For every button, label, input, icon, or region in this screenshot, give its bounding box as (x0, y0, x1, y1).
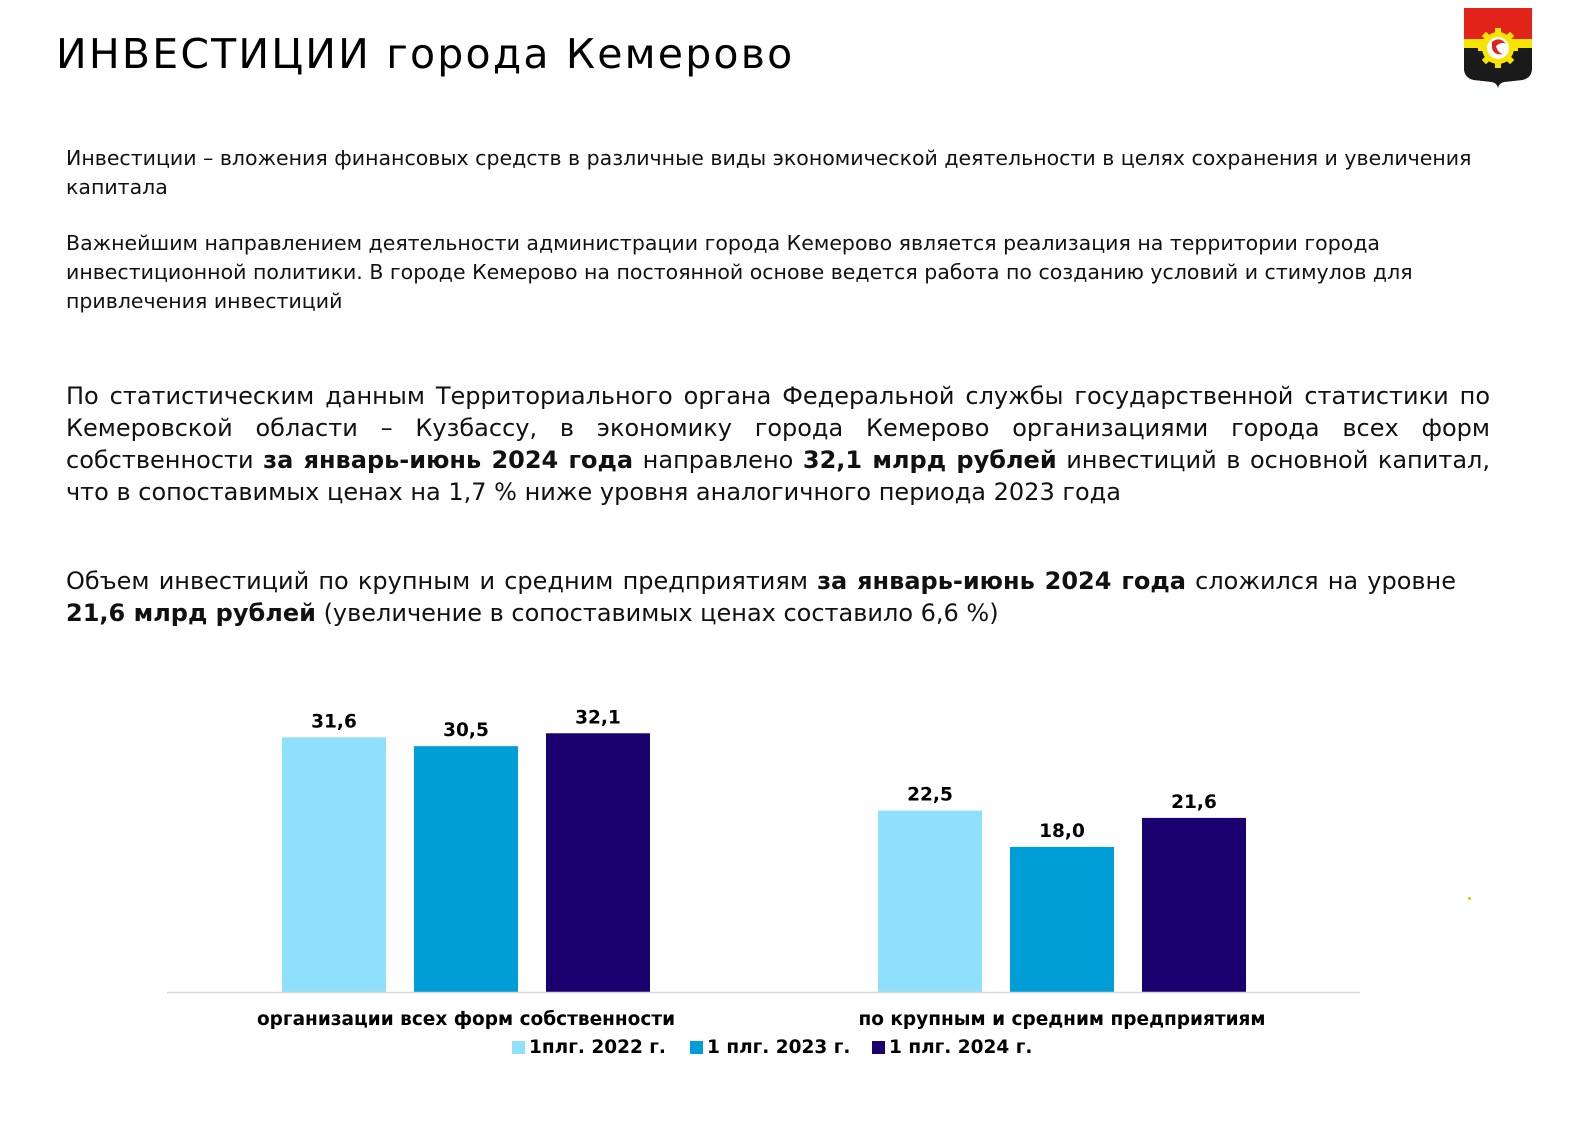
large-enterprises-paragraph (66, 565, 1456, 629)
bar-1-2 (414, 746, 518, 992)
category-label: организации всех форм собственности (256, 1009, 676, 1030)
stats-amount-bold: 32,1 млрд рублей (802, 446, 1057, 474)
stats-text: сложился на уровне (1185, 567, 1456, 595)
data-label: 18,0 (1039, 820, 1085, 842)
legend-swatch (512, 1041, 525, 1054)
stats-text: направлено (633, 446, 803, 474)
data-label: 21,6 (1171, 791, 1217, 813)
stats-text: По статистическим данным Территориального органа Федеральной службы государственной статистики по Кемеровской области – Кузбассу, в экономику города Кемерово организациями города всех форм собственности (66, 382, 1490, 474)
stats-text: (увеличение в сопоставимых ценах составило 6,6 %) (315, 599, 999, 627)
legend-label: 1 плг. 2024 г. (889, 1037, 1033, 1058)
stats-text: инвестиций в основной капитал, что в сопоставимых ценах на 1,7 % ниже уровня аналогичного периода 2023 года (66, 446, 1491, 506)
legend-label: 1плг. 2022 г. (529, 1037, 666, 1058)
stats-period-bold: за январь-июнь 2024 года (263, 446, 634, 474)
legend-item (690, 1037, 850, 1058)
chart-legend (0, 1037, 1588, 1063)
legend-swatch (690, 1041, 703, 1054)
policy-paragraph: Важнейшим направлением деятельности администрации города Кемерово является реализация на территории города инвестиционной политики. В городе Кемерово на постоянной основе ведется работа по созданию условий и стимулов для привлечения инвестиций (66, 231, 1413, 313)
investment-definition: Инвестиции – вложения финансовых средств в различные виды экономической деятельности в целях сохранения и увеличения капитала (66, 146, 1472, 199)
stats-amount-bold: 21,6 млрд рублей (66, 599, 316, 627)
legend-item (872, 1037, 1032, 1058)
data-label: 32,1 (575, 707, 621, 729)
stats-period-bold: за январь-июнь 2024 года (817, 567, 1186, 595)
bar-1-3 (546, 733, 650, 992)
data-label: 31,6 (311, 711, 357, 733)
bar-1-1 (282, 737, 386, 992)
decorative-dot (1468, 897, 1471, 900)
data-label: 22,5 (907, 784, 953, 806)
coat-of-arms-icon (1462, 6, 1534, 90)
data-label: 30,5 (443, 720, 489, 742)
bar-2-1 (878, 811, 982, 992)
statistics-paragraph (66, 380, 1490, 508)
legend-label: 1 плг. 2023 г. (707, 1037, 851, 1058)
category-label: по крупным и средним предприятиям (858, 1009, 1266, 1030)
legend-swatch (872, 1041, 885, 1054)
page-title: ИНВЕСТИЦИИ города Кемерово (56, 30, 795, 78)
bar-2-3 (1142, 818, 1246, 992)
legend-item (512, 1037, 666, 1058)
stats-text: Объем инвестиций по крупным и средним предприятиям (66, 567, 818, 595)
bar-2-2 (1010, 847, 1114, 992)
